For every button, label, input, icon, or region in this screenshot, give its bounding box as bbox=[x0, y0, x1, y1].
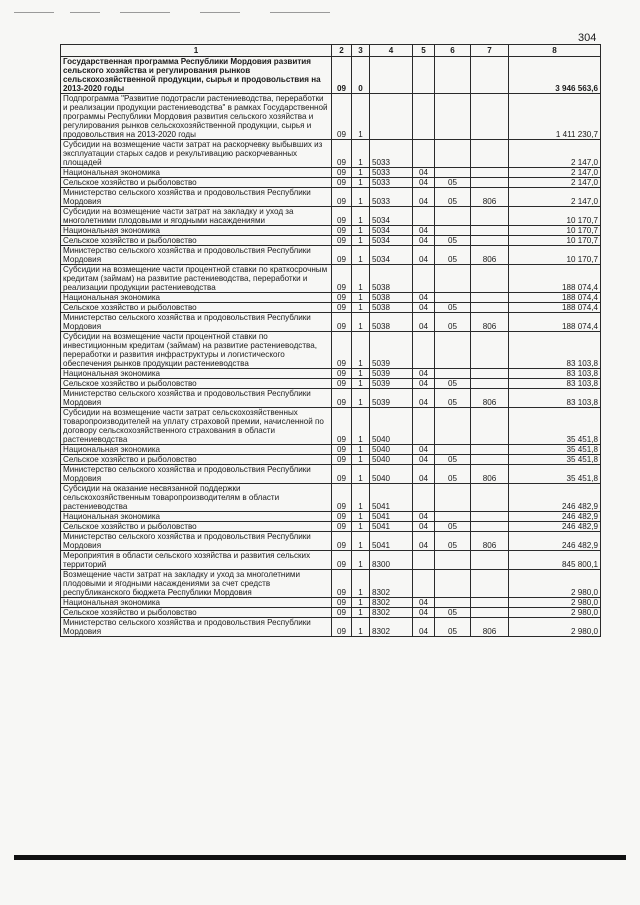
table-row bbox=[61, 408, 601, 445]
row-code-cell: 09 bbox=[332, 389, 352, 408]
row-code-cell: 04 bbox=[413, 618, 435, 637]
table-row bbox=[61, 94, 601, 140]
row-code-cell bbox=[435, 512, 471, 522]
row-code-cell bbox=[471, 207, 509, 226]
row-name-cell: Государственная программа Республики Мордовия развития сельского хозяйства и регулирования рынков сельскохозяйственной продукции, сырья и продовольствия на 2013-2020 годы bbox=[61, 57, 332, 94]
row-code-cell: 04 bbox=[413, 465, 435, 484]
row-code-cell: 1 bbox=[352, 455, 370, 465]
row-code-cell: 04 bbox=[413, 178, 435, 188]
row-code-cell bbox=[471, 303, 509, 313]
row-code-cell: 1 bbox=[352, 512, 370, 522]
row-code-cell: 1 bbox=[352, 379, 370, 389]
table-row bbox=[61, 313, 601, 332]
row-code-cell: 09 bbox=[332, 532, 352, 551]
row-code-cell: 05 bbox=[435, 178, 471, 188]
row-code-cell bbox=[370, 94, 413, 140]
row-code-cell: 05 bbox=[435, 522, 471, 532]
table-row bbox=[61, 226, 601, 236]
row-code-cell: 05 bbox=[435, 608, 471, 618]
table-row bbox=[61, 570, 601, 598]
row-code-cell bbox=[435, 369, 471, 379]
row-code-cell bbox=[435, 94, 471, 140]
row-name-cell: Национальная экономика bbox=[61, 226, 332, 236]
table-header-row bbox=[61, 45, 601, 57]
row-name-cell: Сельское хозяйство и рыболовство bbox=[61, 379, 332, 389]
column-header: 7 bbox=[471, 45, 509, 57]
row-amount-cell: 3 946 563,6 bbox=[509, 57, 601, 94]
row-code-cell bbox=[435, 168, 471, 178]
row-code-cell bbox=[471, 551, 509, 570]
table-row bbox=[61, 389, 601, 408]
row-amount-cell: 1 411 230,7 bbox=[509, 94, 601, 140]
row-name-cell: Сельское хозяйство и рыболовство bbox=[61, 178, 332, 188]
row-code-cell: 806 bbox=[471, 188, 509, 207]
row-code-cell: 04 bbox=[413, 512, 435, 522]
row-code-cell: 09 bbox=[332, 484, 352, 512]
column-header: 6 bbox=[435, 45, 471, 57]
row-code-cell: 05 bbox=[435, 465, 471, 484]
row-code-cell: 5033 bbox=[370, 168, 413, 178]
row-code-cell: 04 bbox=[413, 608, 435, 618]
row-code-cell: 04 bbox=[413, 168, 435, 178]
table-row bbox=[61, 236, 601, 246]
row-name-cell: Возмещение части затрат на закладку и уход за многолетними плодовыми и ягодными насаждениями за счет средств республиканского бюджета Республики Мордовия bbox=[61, 570, 332, 598]
row-amount-cell: 83 103,8 bbox=[509, 379, 601, 389]
table-row bbox=[61, 455, 601, 465]
row-code-cell: 09 bbox=[332, 226, 352, 236]
row-amount-cell: 10 170,7 bbox=[509, 207, 601, 226]
row-code-cell bbox=[471, 484, 509, 512]
row-code-cell: 09 bbox=[332, 551, 352, 570]
row-code-cell: 806 bbox=[471, 465, 509, 484]
row-code-cell: 1 bbox=[352, 140, 370, 168]
row-code-cell: 04 bbox=[413, 236, 435, 246]
row-code-cell bbox=[471, 379, 509, 389]
row-code-cell: 5034 bbox=[370, 207, 413, 226]
row-code-cell: 5033 bbox=[370, 178, 413, 188]
row-code-cell: 09 bbox=[332, 618, 352, 637]
row-code-cell: 1 bbox=[352, 551, 370, 570]
row-code-cell: 806 bbox=[471, 246, 509, 265]
table-row bbox=[61, 522, 601, 532]
row-code-cell: 09 bbox=[332, 608, 352, 618]
row-code-cell: 1 bbox=[352, 303, 370, 313]
row-amount-cell: 10 170,7 bbox=[509, 236, 601, 246]
row-code-cell bbox=[435, 140, 471, 168]
row-code-cell bbox=[435, 207, 471, 226]
row-code-cell: 1 bbox=[352, 389, 370, 408]
row-code-cell: 04 bbox=[413, 369, 435, 379]
row-code-cell: 04 bbox=[413, 293, 435, 303]
row-code-cell: 1 bbox=[352, 369, 370, 379]
row-amount-cell: 2 980,0 bbox=[509, 570, 601, 598]
row-code-cell: 8302 bbox=[370, 598, 413, 608]
table-row bbox=[61, 484, 601, 512]
table-row bbox=[61, 140, 601, 168]
row-code-cell bbox=[471, 369, 509, 379]
row-code-cell: 09 bbox=[332, 379, 352, 389]
row-code-cell: 5034 bbox=[370, 226, 413, 236]
row-name-cell: Министерство сельского хозяйства и продовольствия Республики Мордовия bbox=[61, 389, 332, 408]
row-code-cell: 1 bbox=[352, 178, 370, 188]
row-code-cell bbox=[435, 332, 471, 369]
row-amount-cell: 35 451,8 bbox=[509, 445, 601, 455]
row-code-cell bbox=[413, 570, 435, 598]
row-code-cell: 1 bbox=[352, 598, 370, 608]
row-code-cell: 05 bbox=[435, 389, 471, 408]
row-code-cell bbox=[413, 551, 435, 570]
row-code-cell: 04 bbox=[413, 379, 435, 389]
row-name-cell: Сельское хозяйство и рыболовство bbox=[61, 522, 332, 532]
column-header: 5 bbox=[413, 45, 435, 57]
table-row bbox=[61, 188, 601, 207]
row-amount-cell: 2 980,0 bbox=[509, 618, 601, 637]
row-code-cell: 09 bbox=[332, 455, 352, 465]
row-code-cell: 05 bbox=[435, 379, 471, 389]
row-code-cell: 09 bbox=[332, 332, 352, 369]
row-code-cell: 1 bbox=[352, 570, 370, 598]
row-amount-cell: 188 074,4 bbox=[509, 313, 601, 332]
table-row bbox=[61, 332, 601, 369]
table-row bbox=[61, 618, 601, 637]
row-name-cell: Сельское хозяйство и рыболовство bbox=[61, 303, 332, 313]
row-code-cell: 1 bbox=[352, 188, 370, 207]
row-code-cell: 1 bbox=[352, 94, 370, 140]
row-code-cell: 5040 bbox=[370, 445, 413, 455]
row-code-cell bbox=[435, 484, 471, 512]
bottom-scan-bar bbox=[14, 855, 626, 860]
row-code-cell: 04 bbox=[413, 598, 435, 608]
row-code-cell: 04 bbox=[413, 455, 435, 465]
row-code-cell bbox=[413, 484, 435, 512]
row-code-cell: 1 bbox=[352, 168, 370, 178]
row-code-cell: 5039 bbox=[370, 389, 413, 408]
row-code-cell: 04 bbox=[413, 445, 435, 455]
row-code-cell bbox=[471, 598, 509, 608]
row-code-cell: 5040 bbox=[370, 408, 413, 445]
column-header: 3 bbox=[352, 45, 370, 57]
table-row bbox=[61, 293, 601, 303]
row-code-cell: 05 bbox=[435, 236, 471, 246]
row-code-cell: 806 bbox=[471, 618, 509, 637]
row-code-cell: 5038 bbox=[370, 265, 413, 293]
row-code-cell bbox=[435, 598, 471, 608]
row-code-cell: 1 bbox=[352, 293, 370, 303]
row-code-cell: 5041 bbox=[370, 522, 413, 532]
row-name-cell: Министерство сельского хозяйства и продовольствия Республики Мордовия bbox=[61, 465, 332, 484]
row-code-cell: 1 bbox=[352, 332, 370, 369]
row-code-cell bbox=[471, 455, 509, 465]
row-code-cell bbox=[435, 445, 471, 455]
row-code-cell bbox=[471, 226, 509, 236]
row-code-cell: 5034 bbox=[370, 246, 413, 265]
row-code-cell: 1 bbox=[352, 246, 370, 265]
row-amount-cell: 246 482,9 bbox=[509, 484, 601, 512]
row-code-cell: 09 bbox=[332, 445, 352, 455]
row-code-cell bbox=[471, 265, 509, 293]
row-code-cell: 1 bbox=[352, 226, 370, 236]
row-code-cell bbox=[435, 57, 471, 94]
row-amount-cell: 246 482,9 bbox=[509, 522, 601, 532]
row-amount-cell: 845 800,1 bbox=[509, 551, 601, 570]
column-header: 8 bbox=[509, 45, 601, 57]
row-code-cell: 09 bbox=[332, 57, 352, 94]
column-header: 2 bbox=[332, 45, 352, 57]
row-name-cell: Национальная экономика bbox=[61, 512, 332, 522]
row-name-cell: Министерство сельского хозяйства и продовольствия Республики Мордовия bbox=[61, 313, 332, 332]
row-code-cell: 09 bbox=[332, 522, 352, 532]
row-code-cell bbox=[370, 57, 413, 94]
row-code-cell: 05 bbox=[435, 532, 471, 551]
table-row bbox=[61, 598, 601, 608]
row-code-cell bbox=[435, 293, 471, 303]
row-amount-cell: 2 147,0 bbox=[509, 140, 601, 168]
row-code-cell: 09 bbox=[332, 207, 352, 226]
row-code-cell: 09 bbox=[332, 246, 352, 265]
row-code-cell: 1 bbox=[352, 265, 370, 293]
column-header: 1 bbox=[61, 45, 332, 57]
row-name-cell: Сельское хозяйство и рыболовство bbox=[61, 608, 332, 618]
row-code-cell: 04 bbox=[413, 313, 435, 332]
row-code-cell: 04 bbox=[413, 522, 435, 532]
row-code-cell: 09 bbox=[332, 265, 352, 293]
row-name-cell: Субсидии на возмещение части затрат на раскорчевку выбывших из эксплуатации старых садов и рекультивацию раскорчеванных площадей bbox=[61, 140, 332, 168]
row-code-cell: 1 bbox=[352, 618, 370, 637]
row-name-cell: Сельское хозяйство и рыболовство bbox=[61, 236, 332, 246]
row-code-cell: 04 bbox=[413, 188, 435, 207]
row-name-cell: Министерство сельского хозяйства и продовольствия Республики Мордовия bbox=[61, 246, 332, 265]
row-code-cell bbox=[413, 265, 435, 293]
row-code-cell: 1 bbox=[352, 408, 370, 445]
row-code-cell: 09 bbox=[332, 408, 352, 445]
row-amount-cell: 2 147,0 bbox=[509, 168, 601, 178]
row-code-cell: 5040 bbox=[370, 465, 413, 484]
row-code-cell: 5041 bbox=[370, 484, 413, 512]
row-code-cell: 09 bbox=[332, 313, 352, 332]
row-amount-cell: 83 103,8 bbox=[509, 332, 601, 369]
row-code-cell: 09 bbox=[332, 369, 352, 379]
row-code-cell: 04 bbox=[413, 303, 435, 313]
row-amount-cell: 2 980,0 bbox=[509, 598, 601, 608]
row-code-cell bbox=[471, 94, 509, 140]
row-code-cell: 1 bbox=[352, 207, 370, 226]
row-code-cell bbox=[413, 332, 435, 369]
row-amount-cell: 246 482,9 bbox=[509, 512, 601, 522]
row-code-cell: 806 bbox=[471, 389, 509, 408]
row-code-cell: 05 bbox=[435, 246, 471, 265]
row-code-cell: 04 bbox=[413, 246, 435, 265]
row-name-cell: Национальная экономика bbox=[61, 445, 332, 455]
row-code-cell: 5033 bbox=[370, 188, 413, 207]
row-amount-cell: 35 451,8 bbox=[509, 408, 601, 445]
page-number: 304 bbox=[578, 32, 597, 44]
table-row bbox=[61, 246, 601, 265]
row-code-cell: 09 bbox=[332, 570, 352, 598]
row-code-cell: 1 bbox=[352, 313, 370, 332]
row-code-cell: 8302 bbox=[370, 618, 413, 637]
row-code-cell: 1 bbox=[352, 236, 370, 246]
table-row bbox=[61, 168, 601, 178]
row-code-cell: 09 bbox=[332, 303, 352, 313]
row-code-cell: 09 bbox=[332, 293, 352, 303]
table-row bbox=[61, 551, 601, 570]
row-code-cell: 5040 bbox=[370, 455, 413, 465]
table-row bbox=[61, 369, 601, 379]
row-code-cell: 04 bbox=[413, 226, 435, 236]
row-code-cell: 5033 bbox=[370, 140, 413, 168]
row-code-cell bbox=[435, 570, 471, 598]
row-code-cell: 5038 bbox=[370, 303, 413, 313]
row-code-cell: 05 bbox=[435, 303, 471, 313]
row-code-cell: 05 bbox=[435, 618, 471, 637]
row-code-cell: 8302 bbox=[370, 570, 413, 598]
row-code-cell: 04 bbox=[413, 389, 435, 408]
row-code-cell: 1 bbox=[352, 465, 370, 484]
row-amount-cell: 246 482,9 bbox=[509, 532, 601, 551]
table-row bbox=[61, 207, 601, 226]
row-name-cell: Мероприятия в области сельского хозяйства и развития сельских территорий bbox=[61, 551, 332, 570]
row-code-cell bbox=[435, 408, 471, 445]
table-row bbox=[61, 608, 601, 618]
row-code-cell: 04 bbox=[413, 532, 435, 551]
row-amount-cell: 35 451,8 bbox=[509, 465, 601, 484]
row-code-cell bbox=[413, 140, 435, 168]
row-code-cell: 5039 bbox=[370, 369, 413, 379]
row-code-cell: 5039 bbox=[370, 379, 413, 389]
row-code-cell bbox=[471, 236, 509, 246]
row-code-cell bbox=[413, 94, 435, 140]
row-code-cell bbox=[435, 551, 471, 570]
row-code-cell bbox=[471, 445, 509, 455]
row-code-cell bbox=[471, 512, 509, 522]
table-row bbox=[61, 57, 601, 94]
row-code-cell: 5041 bbox=[370, 512, 413, 522]
row-code-cell bbox=[471, 570, 509, 598]
row-name-cell: Субсидии на оказание несвязанной поддержки сельскохозяйственным товаропроизводителям в области растениеводства bbox=[61, 484, 332, 512]
column-header: 4 bbox=[370, 45, 413, 57]
row-amount-cell: 10 170,7 bbox=[509, 226, 601, 236]
row-code-cell: 09 bbox=[332, 94, 352, 140]
table-row bbox=[61, 303, 601, 313]
row-name-cell: Министерство сельского хозяйства и продовольствия Республики Мордовия bbox=[61, 532, 332, 551]
row-code-cell: 5039 bbox=[370, 332, 413, 369]
row-code-cell bbox=[413, 57, 435, 94]
row-code-cell: 05 bbox=[435, 455, 471, 465]
row-name-cell: Министерство сельского хозяйства и продовольствия Республики Мордовия bbox=[61, 188, 332, 207]
table-row bbox=[61, 379, 601, 389]
row-code-cell: 5038 bbox=[370, 313, 413, 332]
row-code-cell: 8300 bbox=[370, 551, 413, 570]
row-code-cell bbox=[471, 522, 509, 532]
row-code-cell: 09 bbox=[332, 188, 352, 207]
row-code-cell: 1 bbox=[352, 445, 370, 455]
row-name-cell: Подпрограмма "Развитие подотрасли растениеводства, переработки и реализации продукции растениеводства" в рамках Государственной программы Республики Мордовия развития сельского хозяйства и регулирования рынков сельскохозяйственной продукции, сырья и продовольствия на 2013-2020 годы bbox=[61, 94, 332, 140]
row-code-cell: 09 bbox=[332, 465, 352, 484]
row-code-cell: 09 bbox=[332, 140, 352, 168]
row-amount-cell: 188 074,4 bbox=[509, 303, 601, 313]
row-code-cell bbox=[471, 178, 509, 188]
row-amount-cell: 2 147,0 bbox=[509, 178, 601, 188]
table-row bbox=[61, 178, 601, 188]
row-amount-cell: 188 074,4 bbox=[509, 265, 601, 293]
row-name-cell: Национальная экономика bbox=[61, 293, 332, 303]
row-code-cell: 05 bbox=[435, 313, 471, 332]
row-name-cell: Субсидии на возмещение части затрат на закладку и уход за многолетними плодовыми и ягодными насаждениями bbox=[61, 207, 332, 226]
row-name-cell: Национальная экономика bbox=[61, 598, 332, 608]
row-name-cell: Сельское хозяйство и рыболовство bbox=[61, 455, 332, 465]
row-code-cell: 1 bbox=[352, 532, 370, 551]
row-name-cell: Субсидии на возмещение части процентной ставки по краткосрочным кредитам (займам) на развитие растениеводства, переработки и реализации продукции растениеводства bbox=[61, 265, 332, 293]
row-code-cell: 05 bbox=[435, 188, 471, 207]
row-code-cell: 5041 bbox=[370, 532, 413, 551]
row-name-cell: Национальная экономика bbox=[61, 369, 332, 379]
row-code-cell bbox=[471, 408, 509, 445]
row-amount-cell: 2 147,0 bbox=[509, 188, 601, 207]
row-code-cell: 09 bbox=[332, 598, 352, 608]
table-row bbox=[61, 465, 601, 484]
row-name-cell: Министерство сельского хозяйства и продовольствия Республики Мордовия bbox=[61, 618, 332, 637]
row-code-cell bbox=[435, 265, 471, 293]
row-name-cell: Национальная экономика bbox=[61, 168, 332, 178]
row-code-cell: 1 bbox=[352, 522, 370, 532]
row-code-cell: 09 bbox=[332, 236, 352, 246]
row-code-cell bbox=[413, 408, 435, 445]
row-name-cell: Субсидии на возмещение части затрат сельскохозяйственных товаропроизводителей на уплату страховой премии, начисленной по договору сельскохозяйственного страхования в области растениеводства bbox=[61, 408, 332, 445]
row-amount-cell: 83 103,8 bbox=[509, 369, 601, 379]
table-row bbox=[61, 265, 601, 293]
budget-table bbox=[60, 44, 601, 637]
scan-artifact-top bbox=[0, 10, 640, 16]
row-code-cell bbox=[471, 168, 509, 178]
row-code-cell: 0 bbox=[352, 57, 370, 94]
table-row bbox=[61, 512, 601, 522]
row-amount-cell: 83 103,8 bbox=[509, 389, 601, 408]
table-row bbox=[61, 532, 601, 551]
row-amount-cell: 2 980,0 bbox=[509, 608, 601, 618]
row-code-cell: 5034 bbox=[370, 236, 413, 246]
table-row bbox=[61, 445, 601, 455]
row-code-cell bbox=[471, 293, 509, 303]
row-code-cell bbox=[471, 332, 509, 369]
row-code-cell: 09 bbox=[332, 178, 352, 188]
row-amount-cell: 10 170,7 bbox=[509, 246, 601, 265]
row-code-cell: 8302 bbox=[370, 608, 413, 618]
row-code-cell: 1 bbox=[352, 484, 370, 512]
row-code-cell bbox=[471, 608, 509, 618]
row-code-cell bbox=[471, 57, 509, 94]
row-code-cell bbox=[471, 140, 509, 168]
row-code-cell: 806 bbox=[471, 313, 509, 332]
row-code-cell bbox=[435, 226, 471, 236]
table-body bbox=[61, 57, 601, 637]
row-name-cell: Субсидии на возмещение части процентной ставки по инвестиционным кредитам (займам) на развитие растениеводства, переработки и развития инфраструктуры и логистического обеспечения рынков продукции растениеводства bbox=[61, 332, 332, 369]
row-code-cell: 806 bbox=[471, 532, 509, 551]
row-code-cell: 5038 bbox=[370, 293, 413, 303]
row-code-cell: 1 bbox=[352, 608, 370, 618]
row-code-cell bbox=[413, 207, 435, 226]
row-code-cell: 09 bbox=[332, 512, 352, 522]
row-amount-cell: 35 451,8 bbox=[509, 455, 601, 465]
row-code-cell: 09 bbox=[332, 168, 352, 178]
row-amount-cell: 188 074,4 bbox=[509, 293, 601, 303]
